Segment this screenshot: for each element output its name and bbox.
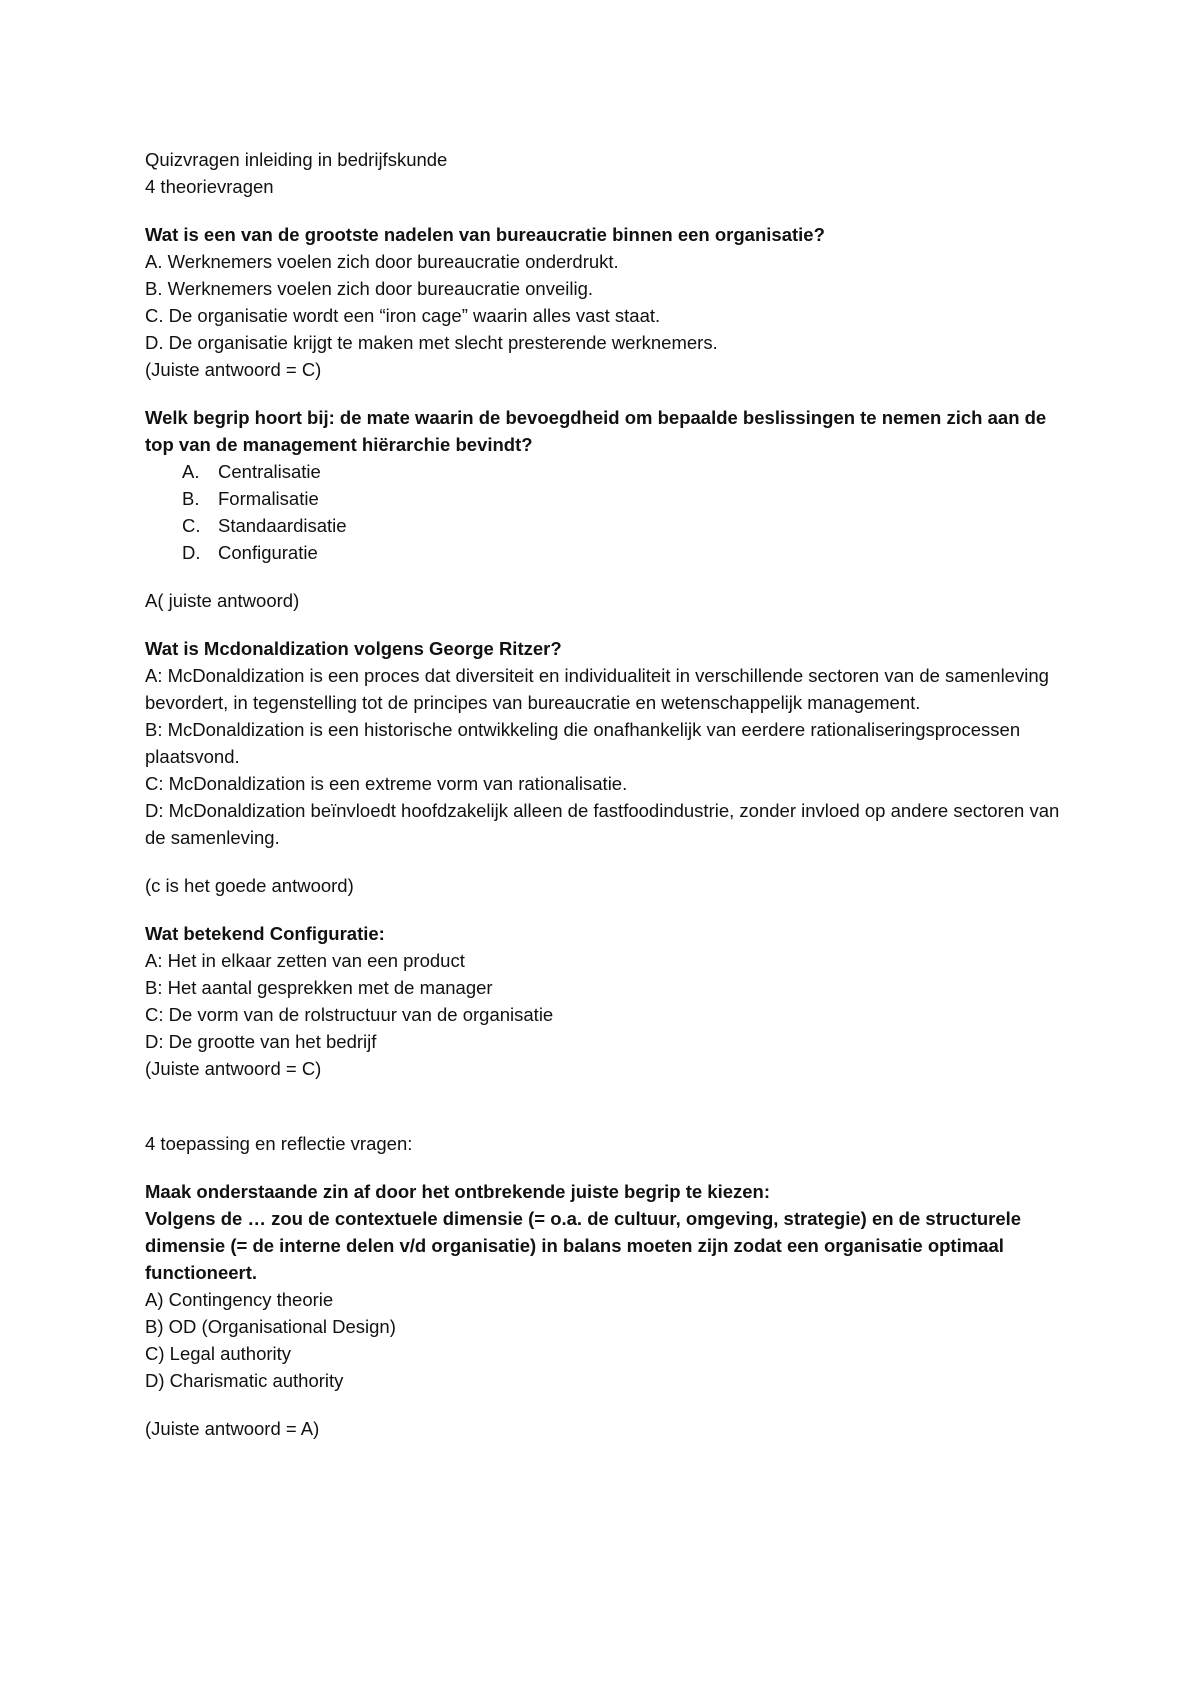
option-text: Formalisatie xyxy=(218,488,319,509)
question-1-answer: (Juiste antwoord = C) xyxy=(145,359,322,380)
option-letter: C. xyxy=(182,515,201,536)
question-1-option-c: C. De organisatie wordt een “iron cage” waarin alles vast staat. xyxy=(145,305,661,326)
question-1-option-a: A. Werknemers voelen zich door bureaucratie onderdrukt. xyxy=(145,251,619,272)
option-text: Configuratie xyxy=(218,542,318,563)
question-1-text: Wat is een van de grootste nadelen van bureaucratie binnen een organisatie? xyxy=(145,224,825,245)
question-4-option-b: B: Het aantal gesprekken met de manager xyxy=(145,977,493,998)
question-5-text: Maak onderstaande zin af door het ontbrekende juiste begrip te kiezen: xyxy=(145,1181,771,1202)
question-2-option-b xyxy=(145,485,1075,512)
question-2-option-c xyxy=(145,512,1075,539)
question-5-option-a: A) Contingency theorie xyxy=(145,1289,334,1310)
application-section-heading: 4 toepassing en reflectie vragen: xyxy=(145,1133,413,1154)
document-page xyxy=(145,146,1075,1442)
question-3-answer: (c is het goede antwoord) xyxy=(145,875,354,896)
option-letter: A. xyxy=(182,461,200,482)
question-3-option-d: D: McDonaldization beïnvloedt hoofdzakelijk alleen de fastfoodindustrie, zonder invloed op andere sectoren van de samenleving. xyxy=(145,800,1060,848)
question-2 xyxy=(145,404,1075,614)
question-4-option-c: C: De vorm van de rolstructuur van de organisatie xyxy=(145,1004,554,1025)
question-1-option-d: D. De organisatie krijgt te maken met slecht presterende werknemers. xyxy=(145,332,718,353)
option-letter: D. xyxy=(182,542,201,563)
question-3-text: Wat is Mcdonaldization volgens George Ritzer? xyxy=(145,638,562,659)
question-3-option-b: B: McDonaldization is een historische ontwikkeling die onafhankelijk van eerdere rationaliseringsprocessen plaatsvond. xyxy=(145,719,1021,767)
question-3 xyxy=(145,635,1075,899)
question-4-option-d: D: De grootte van het bedrijf xyxy=(145,1031,377,1052)
document-title: Quizvragen inleiding in bedrijfskunde xyxy=(145,149,448,170)
question-4 xyxy=(145,920,1075,1082)
question-1 xyxy=(145,221,1075,383)
question-5-option-d: D) Charismatic authority xyxy=(145,1370,344,1391)
question-2-answer: A( juiste antwoord) xyxy=(145,590,300,611)
question-5-answer: (Juiste antwoord = A) xyxy=(145,1418,320,1439)
option-text: Centralisatie xyxy=(218,461,321,482)
question-4-answer: (Juiste antwoord = C) xyxy=(145,1058,322,1079)
option-text: Standaardisatie xyxy=(218,515,347,536)
question-3-option-c: C: McDonaldization is een extreme vorm van rationalisatie. xyxy=(145,773,628,794)
question-4-text: Wat betekend Configuratie: xyxy=(145,923,385,944)
theory-section-heading: 4 theorievragen xyxy=(145,176,274,197)
option-letter: B. xyxy=(182,488,200,509)
question-2-text: Welk begrip hoort bij: de mate waarin de bevoegdheid om bepaalde beslissingen te nemen zich aan de top van de management hiërarchie bevindt? xyxy=(145,407,1047,455)
question-5-statement: Volgens de … zou de contextuele dimensie (= o.a. de cultuur, omgeving, strategie) en de structurele dimensie (= de interne delen v/d organisatie) in balans moeten zijn zodat een organisatie optimaal functioneert. xyxy=(145,1208,1022,1283)
question-4-option-a: A: Het in elkaar zetten van een product xyxy=(145,950,465,971)
question-5-option-c: C) Legal authority xyxy=(145,1343,292,1364)
question-3-option-a: A: McDonaldization is een proces dat diversiteit en individualiteit in verschillende sectoren van de samenleving bevordert, in tegenstelling tot de principes van bureaucratie en wetenschappelijk management. xyxy=(145,665,1049,713)
question-2-option-a xyxy=(145,458,1075,485)
question-2-options xyxy=(145,458,1075,566)
question-2-option-d xyxy=(145,539,1075,566)
question-5 xyxy=(145,1178,1075,1442)
question-5-option-b: B) OD (Organisational Design) xyxy=(145,1316,396,1337)
question-1-option-b: B. Werknemers voelen zich door bureaucratie onveilig. xyxy=(145,278,593,299)
